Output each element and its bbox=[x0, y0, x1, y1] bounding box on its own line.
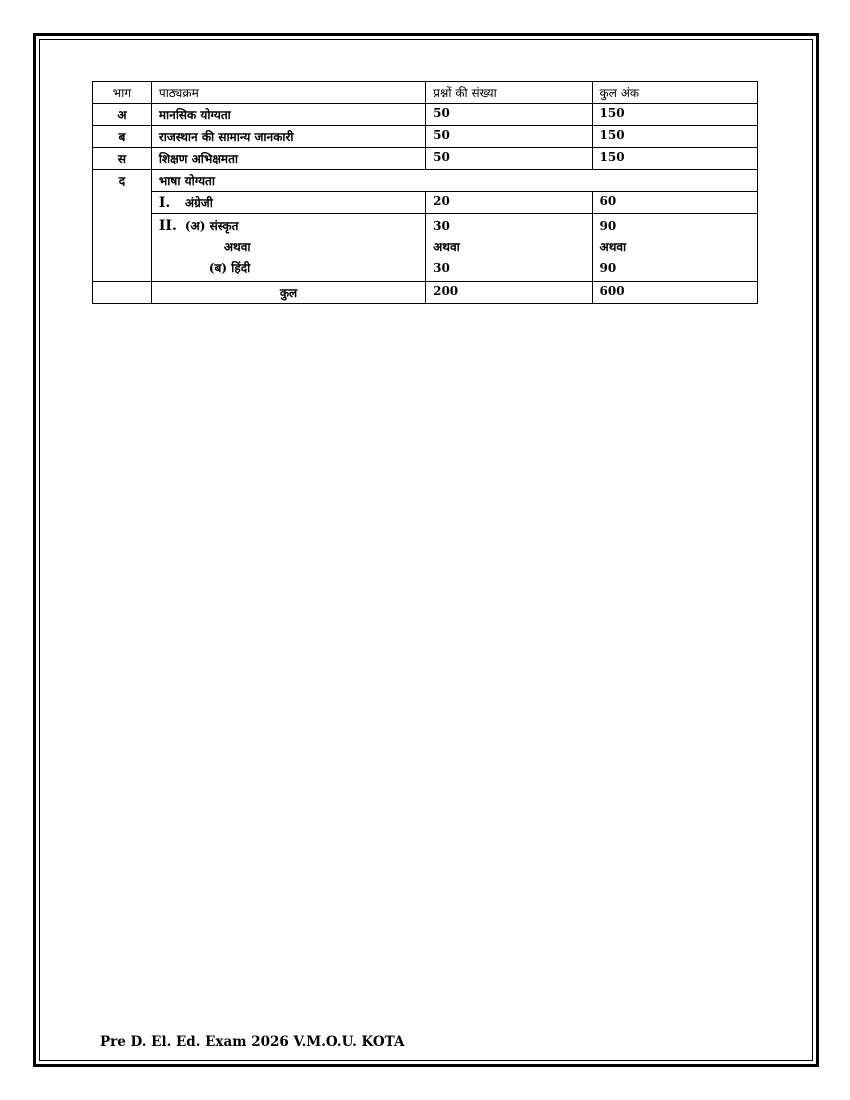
page-footer: Pre D. El. Ed. Exam 2026 V.M.O.U. KOTA bbox=[100, 1034, 405, 1050]
table-row-total bbox=[93, 282, 758, 304]
row-part: ब bbox=[93, 126, 152, 148]
row-part: द bbox=[93, 170, 152, 282]
hindi-label: (ब) हिंदी bbox=[208, 261, 251, 275]
table-header-row bbox=[93, 82, 758, 104]
questions-value: 30 bbox=[433, 219, 450, 233]
total-marks: 600 bbox=[592, 282, 757, 304]
second-language-marks bbox=[592, 214, 757, 282]
english-questions: 20 bbox=[426, 192, 592, 214]
header-part: भाग bbox=[93, 82, 152, 104]
header-questions: प्रश्नों की संख्या bbox=[426, 82, 592, 104]
table-row-second-language bbox=[93, 214, 758, 282]
marks-value: अथवा bbox=[599, 240, 627, 254]
table-row bbox=[93, 104, 758, 126]
syllabus-table bbox=[92, 81, 758, 304]
row-subject: मानसिक योग्यता bbox=[151, 104, 425, 126]
questions-value: 30 bbox=[433, 261, 450, 275]
row-subject: शिक्षण अभिक्षमता bbox=[151, 148, 425, 170]
english-label: अंग्रेजी bbox=[184, 196, 213, 210]
table-row bbox=[93, 148, 758, 170]
marks-value: 90 bbox=[599, 261, 617, 275]
questions-value: अथवा bbox=[433, 240, 460, 254]
row-marks: 150 bbox=[592, 104, 757, 126]
row-questions: 50 bbox=[426, 126, 592, 148]
row-subject: राजस्थान की सामान्य जानकारी bbox=[151, 126, 425, 148]
english-cell bbox=[151, 192, 425, 214]
roman-numeral: II. bbox=[158, 218, 177, 234]
row-marks: 150 bbox=[592, 126, 757, 148]
row-marks: 150 bbox=[592, 148, 757, 170]
header-subject: पाठ्यक्रम bbox=[151, 82, 425, 104]
row-subject: भाषा योग्यता bbox=[151, 170, 757, 192]
table-row-language bbox=[93, 170, 758, 192]
table-row bbox=[93, 126, 758, 148]
total-label: कुल bbox=[151, 282, 425, 304]
english-marks: 60 bbox=[592, 192, 757, 214]
sanskrit-label: (अ) संस्कृत bbox=[184, 219, 239, 233]
row-questions: 50 bbox=[426, 148, 592, 170]
or-label: अथवा bbox=[223, 240, 251, 254]
second-language-questions bbox=[426, 214, 592, 282]
second-language-cell bbox=[151, 214, 425, 282]
header-marks: कुल अंक bbox=[592, 82, 757, 104]
marks-value: 90 bbox=[599, 219, 617, 233]
total-questions: 200 bbox=[426, 282, 592, 304]
total-part-empty bbox=[93, 282, 152, 304]
row-part: स bbox=[93, 148, 152, 170]
roman-numeral: I. bbox=[158, 195, 171, 211]
row-questions: 50 bbox=[426, 104, 592, 126]
row-part: अ bbox=[93, 104, 152, 126]
table-row-english bbox=[93, 192, 758, 214]
